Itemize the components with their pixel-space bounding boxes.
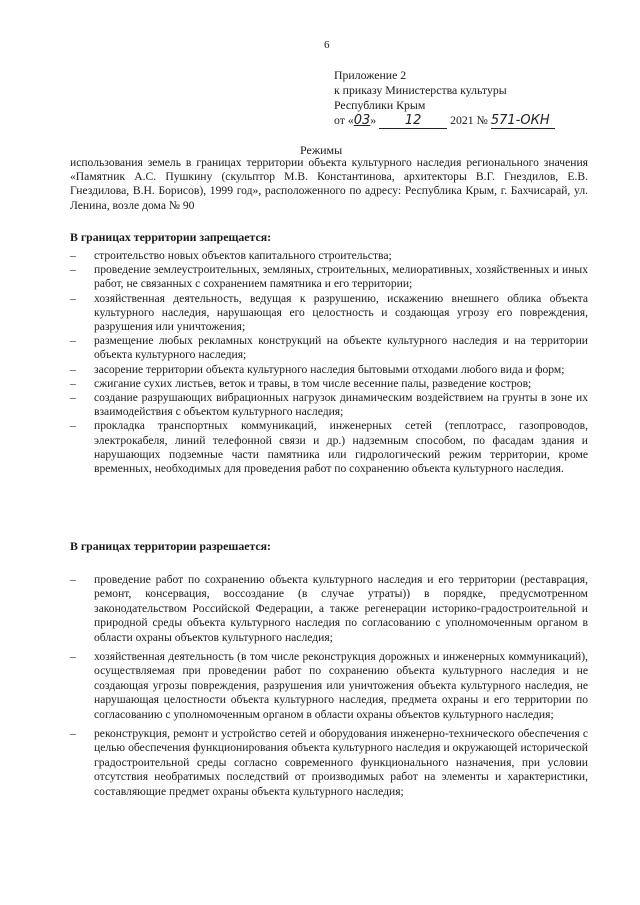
- appendix-date-line: [334, 113, 555, 129]
- page-number: 6: [324, 39, 330, 51]
- list-item: – засорение территории объекта культурного наследия бытовыми отходами любого вида и форм;: [70, 362, 565, 376]
- order-number-field: [491, 113, 555, 129]
- allowed-heading: В границах территории разрешается:: [70, 539, 271, 553]
- month-field: [379, 113, 447, 129]
- forbidden-heading: В границах территории запрещается:: [70, 230, 272, 244]
- list-item: – проведение работ по сохранению объекта культурного наследия и его территории (реставрация, ремонт, консервация, воссоздание (в случае утраты)) в порядке, предусмотренном законодательством Российской Федерации, а также регенерации историко-градостроительной и природной среды объекта культурного наследия по согласованию с уполномоченным органом в области охраны объектов культурного наследия;: [70, 573, 588, 644]
- date-year: 2021 №: [447, 113, 491, 127]
- list-item: – строительство новых объектов капитального строительства;: [70, 249, 392, 262]
- appendix-line-2: к приказу Министерства культуры: [334, 83, 507, 97]
- allowed-list: [70, 573, 588, 804]
- document-subject: использования земель в границах территории объекта культурного наследия регионального значения «Памятник А.С. Пушкину (скульптор М.В. Константинова, архитекторы В.Г. Гнездилов, Е.В. Гнездилова, В.Н. Борисов), 1999 год», расположенного по адресу: Республика Крым, г. Бахчисарай, ул. Ленина, возле дома № 90: [70, 156, 588, 212]
- list-item: – проведение землеустроительных, земляных, строительных, мелиоративных, хозяйственных и иных работ, не связанных с сохранением памятника и его территории;: [70, 263, 588, 291]
- document-title: Режимы: [300, 143, 343, 157]
- list-item: – хозяйственная деятельность, ведущая к разрушению, искажению внешнего облика объекта культурного наследия, нарушающая его целостность и создающая угрозу его повреждения, разрушения или уничтожения;: [70, 291, 588, 334]
- list-item: – реконструкция, ремонт и устройство сетей и оборудования инженерно-технического обеспечения с целью обеспечения функционирования объекта культурного наследия и окружающей исторической градостроительной среды согласно современного функционального назначения, при условии отсутствия необратимых последствий от производимых работ на элементы и характеристики, составляющие предмет охраны объекта культурного наследия;: [70, 727, 588, 798]
- list-item: – хозяйственная деятельность (в том числе реконструкция дорожных и инженерных коммуникаций), осуществляемая при проведении работ по сохранению объекта культурного наследия и не создающая угрозы повреждения, разрушения или уничтожения объекта культурного наследия, не нарушающая целостности объекта культурного наследия, предмета охраны и его территории по согласованию с уполномоченным органом в области охраны объектов культурного наследия;: [70, 650, 588, 721]
- list-item: – прокладка транспортных коммуникаций, инженерных сетей (теплотрасс, газопроводов, электрокабеля, линий телефонной связи и др.) надземным способом, по фасадам здания и нарушающих подземные части памятника или гидрологический режим территории, кроме временных, необходимых для проведения работ по сохранению объекта культурного наследия.: [70, 419, 588, 476]
- list-item: – создание разрушающих вибрационных нагрузок динамическим воздействием на грунты в зоне их взаимодействия с объектом культурного наследия;: [70, 391, 588, 419]
- list-item: – размещение любых рекламных конструкций на объекте культурного наследия и на территории объекта культурного наследия;: [70, 334, 588, 362]
- list-item: – сжигание сухих листьев, веток и травы, в том числе весенние палы, разведение костров;: [70, 376, 532, 390]
- handwritten-month: 12: [404, 113, 422, 128]
- appendix-header: [334, 68, 555, 129]
- date-mid: »: [370, 113, 380, 127]
- forbidden-list: [70, 249, 588, 476]
- handwritten-order-number: 571-ОКН: [490, 113, 550, 128]
- appendix-line-1: Приложение 2: [334, 68, 407, 82]
- handwritten-day: 03: [353, 113, 371, 128]
- date-prefix: от «: [334, 113, 354, 127]
- appendix-line-3: Республики Крым: [334, 98, 426, 112]
